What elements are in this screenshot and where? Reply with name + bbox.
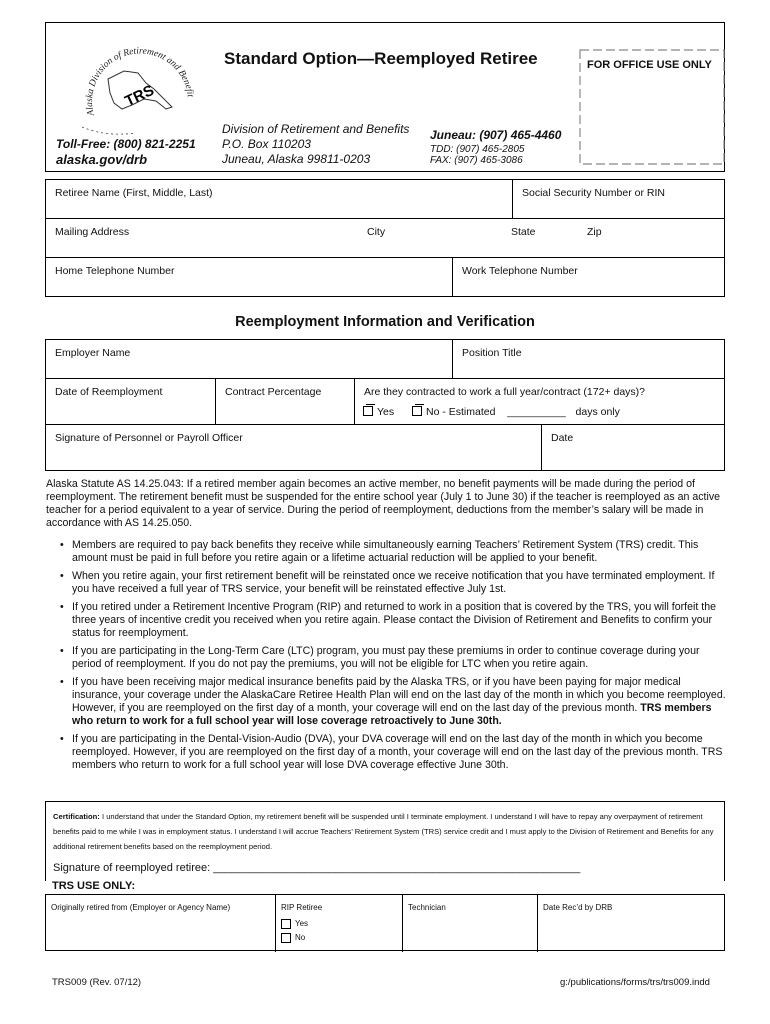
section-title: Reemployment Information and Verification xyxy=(235,314,535,330)
rip-yes-checkbox[interactable] xyxy=(281,919,291,929)
tollfree-phone: Toll-Free: (800) 821-2251 xyxy=(56,137,196,151)
state-label: State xyxy=(511,226,536,238)
reemployment-date-field[interactable] xyxy=(46,379,216,425)
mailing-address-field[interactable] xyxy=(46,219,725,258)
rip-no-option xyxy=(281,933,305,943)
technician-field[interactable] xyxy=(403,895,538,952)
rip-retiree-field xyxy=(276,895,403,952)
retiree-signature-line[interactable]: Signature of reemployed retiree: ____________________________________________________________ xyxy=(53,862,581,874)
file-path: g:/publications/forms/trs/trs009.indd xyxy=(560,977,710,988)
form-title: Standard Option—Reemployed Retiree xyxy=(224,49,538,68)
seal-logo xyxy=(76,29,196,147)
certification-text xyxy=(53,809,717,854)
city-label: City xyxy=(367,226,386,238)
no-checkbox[interactable] xyxy=(412,406,422,416)
seal-trs-text: TRS xyxy=(122,81,157,110)
date-received-field[interactable] xyxy=(538,895,725,952)
originally-retired-field[interactable] xyxy=(46,895,276,952)
rip-retiree-label: RIP Retiree xyxy=(281,903,323,912)
bullet-item: • Members are required to pay back benefits they receive while simultaneously earning Teachers’ Retirement System (TRS) credit. This amount must be paid in full before you retire again or a lifetime actuarial reduction will be applied to your benefit. xyxy=(60,539,730,565)
contract-percentage-label: Contract Percentage xyxy=(225,386,322,398)
zip-label: Zip xyxy=(587,226,602,238)
juneau-phone: Juneau: (907) 465-4460 xyxy=(430,128,562,142)
no-label: No - Estimated xyxy=(425,406,496,418)
statute-paragraph: Alaska Statute AS 14.25.043: If a retired member again becomes an active member, no benefit payments will be made during the period of reemployment. The retirement benefit must be suspended for the entire school year (July 1 to June 30) if the teacher is reemployed as an active teacher for a period equivalent to a year of service. During the period of reemployment, deductions from the member’s salary will be made in accordance with AS 14.25.050. xyxy=(46,478,721,529)
work-phone-label: Work Telephone Number xyxy=(462,265,578,277)
work-phone-field[interactable] xyxy=(453,258,725,297)
rip-yes-option xyxy=(281,919,308,929)
days-only-label: days only xyxy=(575,406,620,418)
yes-label: Yes xyxy=(377,406,395,418)
position-title-field[interactable] xyxy=(453,340,725,379)
office-use-label: FOR OFFICE USE ONLY xyxy=(587,59,712,71)
retiree-info-grid xyxy=(45,179,725,297)
estimated-days-blank[interactable]: __________ xyxy=(507,406,566,418)
contracted-question-field xyxy=(355,379,725,425)
reemployment-date-label: Date of Reemployment xyxy=(55,386,163,398)
home-phone-label: Home Telephone Number xyxy=(55,265,175,277)
rip-yes-label: Yes xyxy=(295,919,309,929)
trs-use-grid xyxy=(45,894,725,951)
trs-use-title: TRS USE ONLY: xyxy=(52,880,136,892)
date-received-label: Date Rec’d by DRB xyxy=(543,903,613,912)
website-link[interactable]: alaska.gov/drb xyxy=(56,152,148,167)
medical-bold-text: TRS members who return to work for a full school year will lose coverage retroactively to June 30th. xyxy=(72,702,712,727)
bullet-item-medical xyxy=(60,676,730,728)
address-line-3: Juneau, Alaska 99811-0203 xyxy=(222,152,371,166)
rip-no-label: No xyxy=(295,933,306,943)
rip-no-checkbox[interactable] xyxy=(281,933,291,943)
signature-date-field[interactable] xyxy=(542,425,725,471)
office-use-box xyxy=(579,49,725,165)
retiree-name-label: Retiree Name (First, Middle, Last) xyxy=(55,187,213,199)
seal-arc-text: Alaska Division of Retirement and Benefit xyxy=(85,46,195,117)
certification-label: Certification: xyxy=(53,812,100,821)
address-line-2: P.O. Box 110203 xyxy=(222,137,311,151)
tdd-phone: TDD: (907) 465-2805 xyxy=(430,144,525,155)
bullet-item: • When you retire again, your first retirement benefit will be reinstated once we receive notification that you have terminated employment. If you have received a full year of TRS service, your benefit will be reinstated effective July 1st. xyxy=(60,570,730,596)
bullet-item: • If you are participating in the Long-Term Care (LTC) program, you must pay these premiums in order to continue coverage during your period of reemployment. If you do not pay the premiums, you will not be eligible for LTC when you retire again. xyxy=(60,645,730,671)
header-box xyxy=(45,22,725,172)
reemployment-grid xyxy=(45,339,725,471)
position-title-label: Position Title xyxy=(462,347,522,359)
yes-checkbox[interactable] xyxy=(363,406,373,416)
ssn-field[interactable] xyxy=(513,180,725,219)
originally-retired-label: Originally retired from (Employer or Agency Name) xyxy=(51,903,231,912)
technician-label: Technician xyxy=(408,903,446,912)
bullet-item: • If you retired under a Retirement Incentive Program (RIP) and returned to work in a position that is covered by the TRS, you will forfeit the three years of incentive credit you received when you retire again. Please contact the Division of Retirement and Benefits to confirm your status for reemployment. xyxy=(60,601,730,640)
medical-text: If you have been receiving major medical insurance benefits paid by the Alaska TRS, or if you have been paying for major medical insurance, your coverage under the AlaskaCare Retiree Health Plan will end on the last day of the month in which you become reemployed. However, if you are reemployed on the first day of a month, your coverage will end on the last day of the previous month. xyxy=(72,676,726,714)
form-id: TRS009 (Rev. 07/12) xyxy=(52,977,142,988)
bullet-list xyxy=(60,539,730,777)
contracted-question-label: Are they contracted to work a full year/contract (172+ days)? xyxy=(364,386,646,398)
bullet-item: • If you are participating in the Dental-Vision-Audio (DVA), your DVA coverage will end on the last day of the month in which you become reemployed. However, if you are reemployed on the first day of a month, your coverage will end on the last day of the previous month. TRS members who return to work for a full school year will lose DVA coverage effective June 30th. xyxy=(60,733,730,772)
signature-date-label: Date xyxy=(551,432,574,444)
mailing-address-label: Mailing Address xyxy=(55,226,130,238)
address-line-1: Division of Retirement and Benefits xyxy=(222,122,410,136)
employer-name-label: Employer Name xyxy=(55,347,131,359)
certification-box xyxy=(45,801,725,881)
contract-percentage-field[interactable] xyxy=(216,379,355,425)
contracted-options xyxy=(363,406,620,418)
home-phone-field[interactable] xyxy=(46,258,453,297)
certification-body: I understand that under the Standard Option, my retirement benefit will be suspended until I terminate employment. I understand I will have to repay any overpayment of retirement benefits paid to me while I was in employment status. I understand I will accrue Teachers’ Retirement System (TRS) service credit and I must apply to the Division of Retirement and Benefits for any additional retirement benefits based on the reemployment period. xyxy=(53,812,714,851)
personnel-signature-field[interactable] xyxy=(46,425,542,471)
ssn-label: Social Security Number or RIN xyxy=(522,187,665,199)
employer-name-field[interactable] xyxy=(46,340,453,379)
retiree-name-field[interactable] xyxy=(46,180,513,219)
personnel-signature-label: Signature of Personnel or Payroll Officer xyxy=(55,432,243,444)
fax-number: FAX: (907) 465-3086 xyxy=(430,155,523,166)
